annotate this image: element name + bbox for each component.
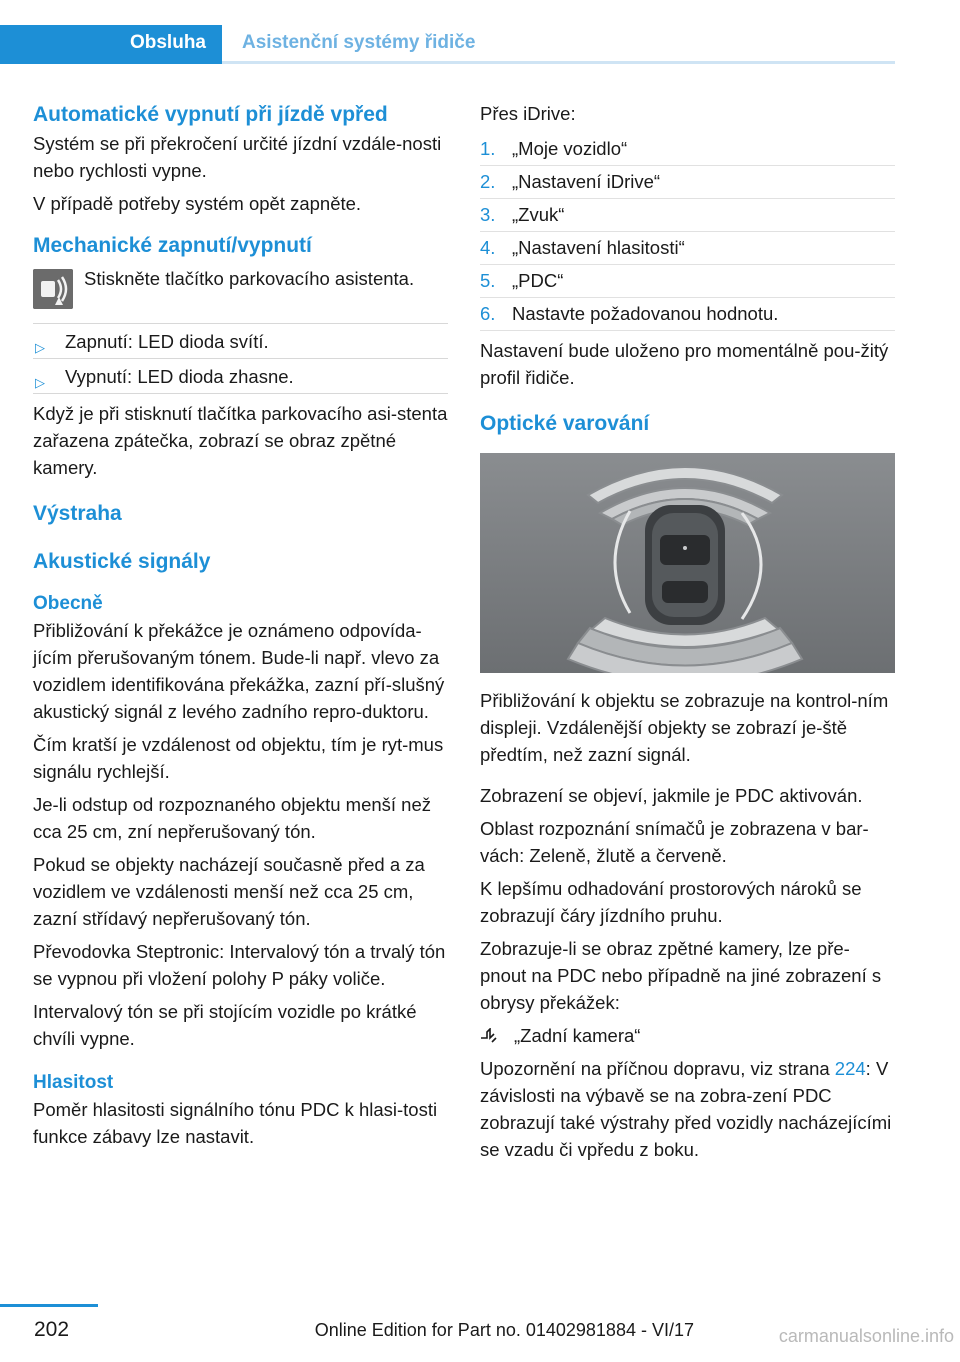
step-text: „Moje vozidlo“ [512,138,628,159]
paragraph-general-1: Přibližování k překážce je oznámeno odpovída-jícím přerušovaným tónem. Bude-li např. vlevo za vozidlem identifikována překážka, zazní pří-slušný akustický signál z levého zadního repro-duktoru. [33,620,445,722]
cross-traffic-text-a: Upozornění na příčnou dopravu, viz strana [480,1058,830,1079]
step-item [480,133,895,166]
heading-acoustic: Akustické signály [33,550,211,573]
section-tab-inactive [222,25,895,61]
heading-warning: Výstraha [33,502,122,525]
step-number: 5. [480,270,496,291]
edition-note: Online Edition for Part no. 01402981884 - VI/17 [314,1320,694,1340]
step-text: „Zvuk“ [512,204,565,225]
list-item [33,324,448,359]
step-item [480,298,895,331]
paragraph-idrive: Přes iDrive: [480,103,576,124]
triangle-bullet-icon: ▷ [35,375,45,390]
paragraph-press-button: Stiskněte tlačítko parkovacího asistenta. [84,268,415,289]
step-item [480,232,895,265]
cross-traffic-text-b: : V závislosti na výbavě se na zobra-zení PDC zobrazují také výstrahy před vozidly nacházejícími se vzadu či vpředu z boku. [480,1058,892,1160]
section-tab-inactive-label: Asistenční systémy řidiče [242,32,476,53]
step-text: Nastavte požadovanou hodnotu. [512,303,779,324]
on-off-list [33,323,448,394]
paragraph-optical-5: Zobrazuje-li se obraz zpětné kamery, lze pře-pnout na PDC nebo případně na jiné zobrazení s obrysy překážek: [480,938,882,1013]
paragraph-auto-off-1: Systém se při překročení určité jízdní vzdále-nosti nebo rychlosti vypne. [33,133,442,181]
rear-camera-option [480,1022,895,1049]
idrive-steps-list [480,133,895,331]
footer-rule [0,1304,98,1307]
heading-mechanical: Mechanické zapnutí/vypnutí [33,234,312,257]
paragraph-general-4: Pokud se objekty nacházejí současně před a za vozidlem ve vzdálenosti menší než cca 25 cm, zazní střídavý nepřerušovaný tón. [33,854,425,929]
pdc-display-illustration [480,453,895,673]
paragraph-general-2: Čím kratší je vzdálenost od objektu, tím je ryt-mus signálu rychlejší. [33,734,444,782]
paragraph-volume: Poměr hlasitosti signálního tónu PDC k hlasi-tosti funkce zábavy lze nastavit. [33,1099,438,1147]
rear-camera-label: „Zadní kamera“ [514,1025,641,1046]
step-item [480,199,895,232]
page-number: 202 [34,1318,70,1341]
step-number: 4. [480,237,496,258]
section-tab-active [0,25,222,61]
left-column [33,100,448,1150]
pdc-button-row [33,265,448,313]
section-tab-active-label: Obsluha [129,32,206,53]
heading-volume: Hlasitost [33,1072,114,1093]
paragraph-reverse-gear: Když je při stisknutí tlačítka parkovacího asi-stenta zařazena zpátečka, zobrazí se obraz zpětné kamery. [33,403,448,478]
paragraph-general-3: Je-li odstup od rozpoznaného objektu menší než cca 25 cm, zní nepřerušovaný tón. [33,794,432,842]
parking-assistant-button-icon [33,269,73,309]
step-item [480,265,895,298]
step-item [480,166,895,199]
step-text: „Nastavení hlasitosti“ [512,237,685,258]
paragraph-general-5: Převodovka Steptronic: Intervalový tón a trvalý tón se vypnou při vložení polohy P páky voliče. [33,941,446,989]
step-text: „PDC“ [512,270,564,291]
paragraph-optical-2: Zobrazení se objeví, jakmile je PDC aktivován. [480,785,863,806]
watermark: carmanualsonline.info [778,1326,954,1346]
step-number: 2. [480,171,496,192]
paragraph-cross-traffic [480,1055,895,1163]
paragraph-optical-4: K lepšímu odhadování prostorových nároků se zobrazují čáry jízdního pruhu. [480,878,862,926]
paragraph-general-6: Intervalový tón se při stojícím vozidle po krátké chvíli vypne. [33,1001,417,1049]
step-number: 6. [480,303,496,324]
header-rule [0,61,895,64]
step-number: 1. [480,138,496,159]
paragraph-saved-profile: Nastavení bude uloženo pro momentálně pou-žitý profil řidiče. [480,340,889,388]
paragraph-optical-1: Přibližování k objektu se zobrazuje na kontrol-ním displeji. Vzdálenější objekty se zobrazí je-ště předtím, než zazní signál. [480,690,889,765]
list-item [33,359,448,394]
page-header [0,0,960,64]
step-text: „Nastavení iDrive“ [512,171,661,192]
list-item-text: Zapnutí: LED dioda svítí. [65,331,269,352]
list-item-text: Vypnutí: LED dioda zhasne. [65,366,294,387]
step-number: 3. [480,204,496,225]
heading-optical: Optické varování [480,412,650,435]
page-reference-link[interactable]: 224 [834,1058,866,1079]
heading-auto-off: Automatické vypnutí při jízdě vpřed [33,103,388,126]
right-column [480,100,895,1163]
paragraph-optical-3: Oblast rozpoznání snímačů je zobrazena v bar-vách: Zeleně, žlutě a červeně. [480,818,869,866]
paragraph-auto-off-2: V případě potřeby systém opět zapněte. [33,193,362,214]
triangle-bullet-icon: ▷ [35,340,45,355]
heading-general: Obecně [33,593,103,614]
pdc-car-sensor-illustration [480,453,895,673]
rear-camera-icon [480,1028,498,1044]
